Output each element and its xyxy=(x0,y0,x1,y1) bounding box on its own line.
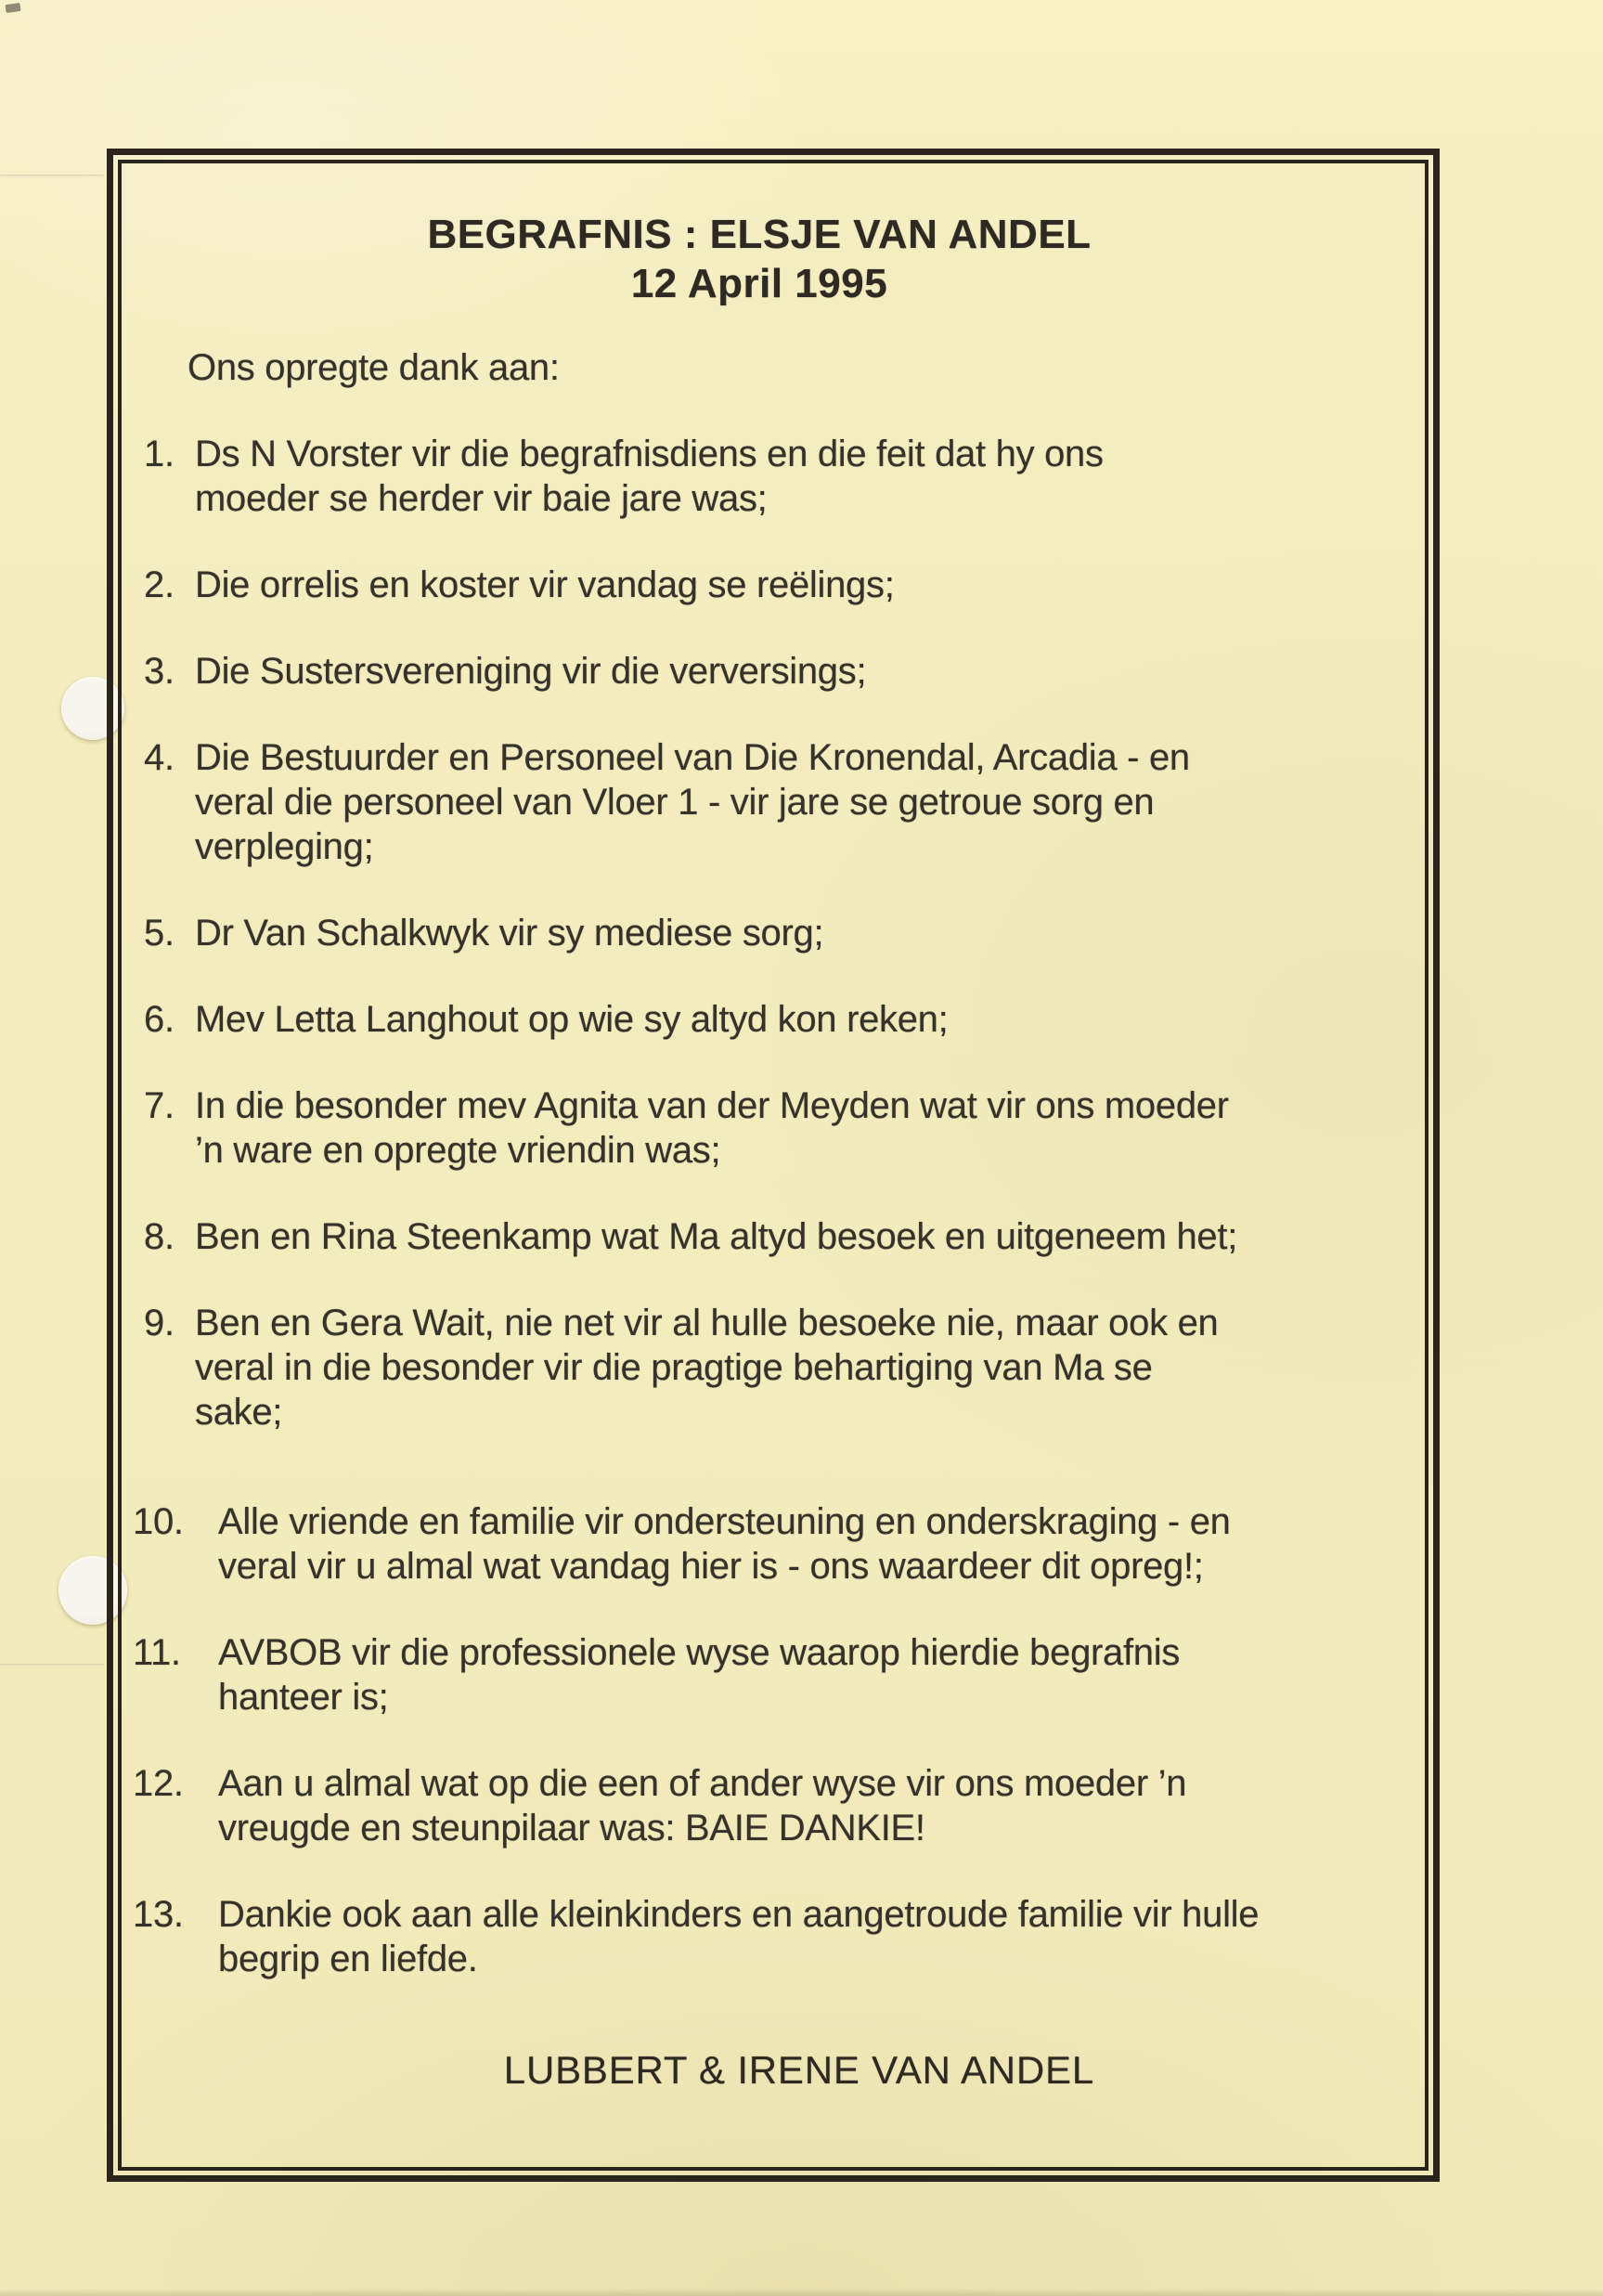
thanks-list xyxy=(133,432,1401,1981)
document-border xyxy=(107,149,1440,2182)
list-item xyxy=(133,735,1401,869)
title-line-1: BEGRAFNIS : ELSJE VAN ANDEL xyxy=(427,212,1092,257)
item-text-line: Die orrelis en koster vir vandag se reëlings; xyxy=(195,564,895,605)
item-text-line: sake; xyxy=(195,1392,283,1433)
item-number: 2. xyxy=(144,564,175,605)
item-text-line: Dankie ook aan alle kleinkinders en aangetroude familie vir hulle xyxy=(218,1894,1260,1935)
item-text xyxy=(218,1499,1401,1589)
list-item xyxy=(133,563,1401,607)
scan-speck xyxy=(5,3,20,13)
list-item xyxy=(133,911,1401,955)
item-text-line: veral in die besonder vir die pragtige behartiging van Ma se xyxy=(195,1347,1153,1388)
item-text-line: ’n ware en opregte vriendin was; xyxy=(195,1130,721,1171)
item-text-line: Mev Letta Langhout op wie sy altyd kon reken; xyxy=(195,999,949,1040)
item-text-line: veral die personeel van Vloer 1 - vir jare se getroue sorg en xyxy=(195,782,1155,823)
item-text-line: veral vir u almal wat vandag hier is - ons waardeer dit opreg!; xyxy=(218,1546,1204,1587)
intro-line: Ons opregte dank aan: xyxy=(187,347,560,388)
page-edge-shadow xyxy=(0,2289,1603,2296)
item-number: 9. xyxy=(144,1303,175,1343)
document-content xyxy=(122,163,1425,2167)
item-text-line: Alle vriende en familie vir ondersteuning en onderskraging - en xyxy=(218,1501,1231,1542)
item-number: 11. xyxy=(133,1632,181,1673)
item-number: 3. xyxy=(144,651,175,692)
item-text xyxy=(218,1892,1401,1981)
item-number: 4. xyxy=(144,737,175,778)
document-title xyxy=(133,210,1386,308)
item-number: 12. xyxy=(133,1763,184,1804)
item-text xyxy=(195,997,1401,1042)
signature: LUBBERT & IRENE VAN ANDEL xyxy=(503,2048,1094,2092)
list-item xyxy=(133,432,1401,521)
item-number: 6. xyxy=(144,999,175,1040)
item-text-line: Ben en Gera Wait, nie net vir al hulle besoeke nie, maar ook en xyxy=(195,1303,1219,1343)
list-item xyxy=(133,1630,1401,1719)
item-text xyxy=(218,1761,1401,1850)
item-text xyxy=(195,1083,1401,1173)
list-item xyxy=(133,1214,1401,1259)
item-text xyxy=(195,911,1401,955)
item-text-line: begrip en liefde. xyxy=(218,1939,478,1979)
item-text xyxy=(195,1214,1401,1259)
list-item xyxy=(133,1761,1401,1850)
item-text-line: Die Sustersvereniging vir die verversings; xyxy=(195,651,867,692)
item-text-line: verpleging; xyxy=(195,826,374,867)
item-text-line: Die Bestuurder en Personeel van Die Kronendal, Arcadia - en xyxy=(195,737,1190,778)
item-text xyxy=(195,563,1401,607)
list-item xyxy=(133,649,1401,694)
list-item xyxy=(133,1892,1401,1981)
item-number: 7. xyxy=(144,1085,175,1126)
item-number: 13. xyxy=(133,1894,184,1935)
item-text-line: moeder se herder vir baie jare was; xyxy=(195,478,768,519)
list-item xyxy=(133,997,1401,1042)
item-text xyxy=(195,735,1401,869)
item-text xyxy=(195,432,1401,521)
item-text xyxy=(195,1301,1401,1434)
item-number: 5. xyxy=(144,913,175,953)
item-text-line: Dr Van Schalkwyk vir sy mediese sorg; xyxy=(195,913,824,953)
item-text-line: Ds N Vorster vir die begrafnisdiens en die feit dat hy ons xyxy=(195,434,1104,474)
item-number: 1. xyxy=(144,434,175,474)
item-text-line: Ben en Rina Steenkamp wat Ma altyd besoek en uitgeneem het; xyxy=(195,1216,1238,1257)
item-text-line: AVBOB vir die professionele wyse waarop hierdie begrafnis xyxy=(218,1632,1181,1673)
item-number: 10. xyxy=(133,1501,184,1542)
item-text xyxy=(218,1630,1401,1719)
list-item xyxy=(133,1083,1401,1173)
item-text-line: Aan u almal wat op die een of ander wyse vir ons moeder ’n xyxy=(218,1763,1187,1804)
list-item xyxy=(133,1499,1401,1589)
paper-crease-bottom xyxy=(0,1664,104,1667)
document-inner-border xyxy=(118,160,1428,2171)
paper-crease-top xyxy=(0,175,104,177)
title-line-2: 12 April 1995 xyxy=(630,261,888,306)
list-item xyxy=(133,1301,1401,1434)
item-text xyxy=(195,649,1401,694)
item-number: 8. xyxy=(144,1216,175,1257)
item-text-line: hanteer is; xyxy=(218,1677,389,1718)
item-text-line: In die besonder mev Agnita van der Meyden wat vir ons moeder xyxy=(195,1085,1229,1126)
item-text-line: vreugde en steunpilaar was: BAIE DANKIE! xyxy=(218,1808,925,1848)
